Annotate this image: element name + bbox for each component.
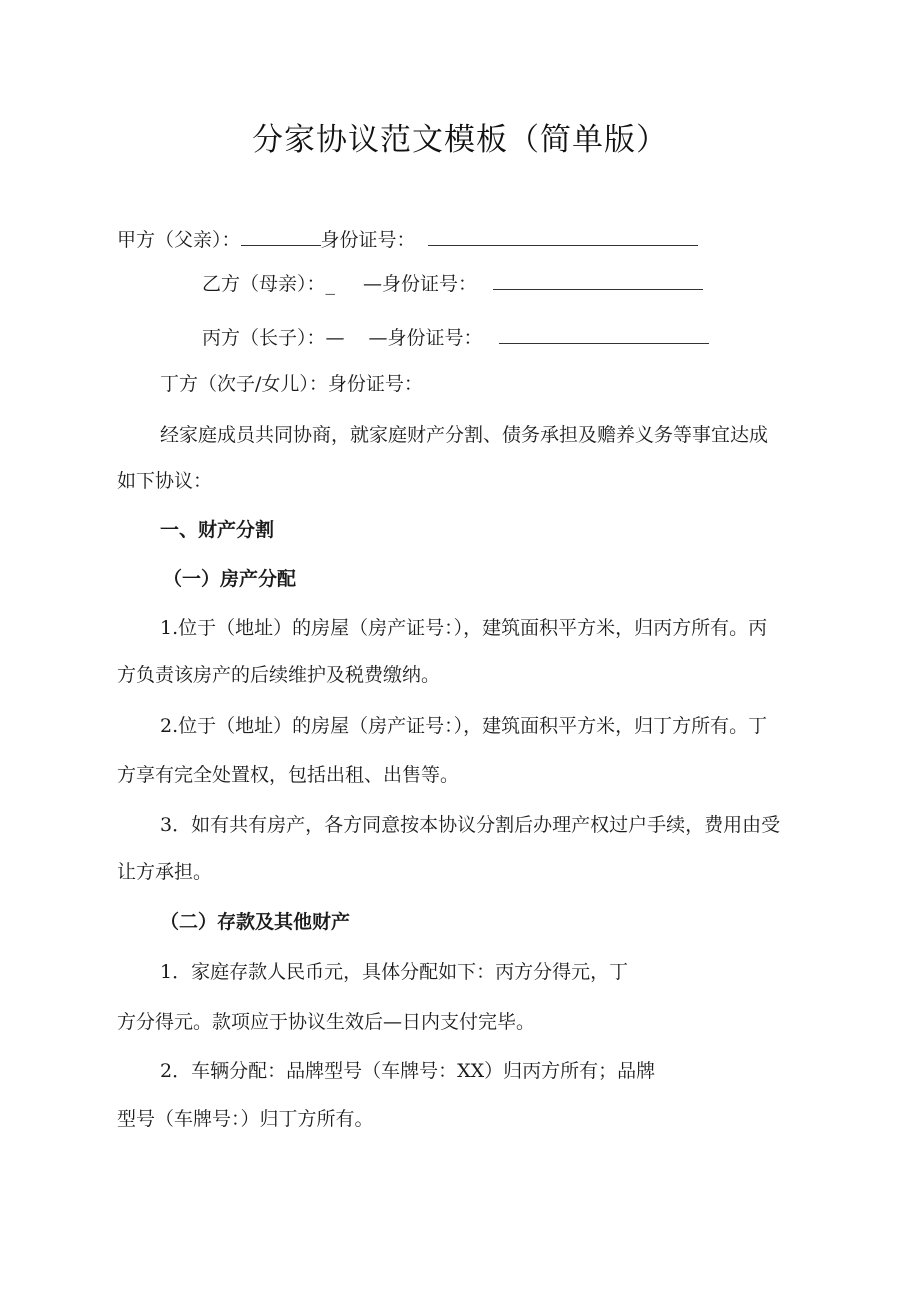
subsection-2-heading: （二）存款及其他财产 (160, 911, 351, 933)
party-c-id-label: —身份证号： (368, 327, 483, 349)
house-item-2-line-1: 2.位于（地址）的房屋（房产证号：），建筑面积平方米，归丁方所有。丁 (160, 715, 768, 737)
intro-line-1: 经家庭成员共同协商，就家庭财产分割、债务承担及赡养义务等事宜达成 (160, 424, 769, 446)
party-d-line: 丁方（次子/女儿）：身份证号： (160, 373, 423, 395)
party-a-id-label: 身份证号： (320, 229, 416, 251)
vehicle-item-2-line-1: 2．车辆分配：品牌型号（车牌号：XX）归丙方所有；品牌 (160, 1060, 656, 1082)
party-a-line (117, 227, 698, 253)
house-item-1-line-1: 1.位于（地址）的房屋（房产证号：），建筑面积平方米，归丙方所有。丙 (160, 617, 768, 639)
party-c-label: 丙方（长子）：— (202, 327, 345, 349)
document-title: 分家协议范文模板（简单版） (252, 122, 668, 158)
party-b-label: 乙方（母亲）：_ (202, 273, 336, 295)
party-b-line (202, 271, 703, 297)
house-item-3-line-2: 让方承担。 (117, 861, 213, 883)
house-item-3-line-1: 3．如有共有房产，各方同意按本协议分割后办理产权过户手续，费用由受 (160, 814, 781, 836)
party-a-name-blank (241, 227, 321, 246)
house-item-1-line-2: 方负责该房产的后续维护及税费缴纳。 (117, 664, 441, 686)
savings-item-1-line-1: 1．家庭存款人民币元，具体分配如下：丙方分得元，丁 (160, 961, 629, 983)
party-b-id-label: —身份证号： (363, 273, 478, 295)
party-a-id-blank (428, 227, 698, 246)
savings-item-1-line-2: 方分得元。款项应于协议生效后—日内支付完毕。 (117, 1011, 536, 1033)
subsection-1-heading: （一）房产分配 (163, 568, 297, 590)
vehicle-item-2-line-2: 型号（车牌号：）归丁方所有。 (117, 1108, 374, 1130)
section-1-heading: 一、财产分割 (160, 519, 275, 541)
party-c-line (202, 325, 709, 351)
house-item-2-line-2: 方享有完全处置权，包括出租、出售等。 (117, 764, 460, 786)
party-b-id-blank (493, 271, 703, 290)
intro-line-2: 如下协议： (117, 470, 213, 492)
party-a-label: 甲方（父亲）： (117, 229, 241, 251)
party-c-id-blank (499, 325, 709, 344)
